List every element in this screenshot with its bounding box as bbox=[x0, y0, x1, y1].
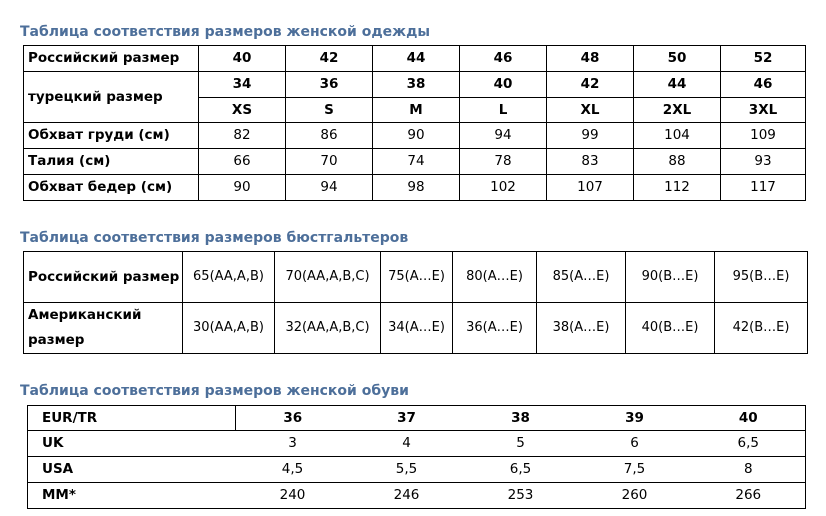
table-cell: 94 bbox=[460, 123, 547, 149]
table-cell: 44 bbox=[634, 72, 721, 98]
table-row bbox=[28, 483, 806, 509]
table-cell: 36 bbox=[286, 72, 373, 98]
table-cell: 90 bbox=[199, 175, 286, 201]
clothes-table-title: Таблица соответствия размеров женской одежды bbox=[20, 24, 431, 40]
table-cell: 46 bbox=[721, 72, 806, 98]
table-cell: 70(AA,A,B,C) bbox=[275, 252, 381, 303]
table-cell: 93 bbox=[721, 149, 806, 175]
table-cell: 112 bbox=[634, 175, 721, 201]
table-cell: 109 bbox=[721, 123, 806, 149]
row-label: USA bbox=[28, 457, 236, 483]
table-cell: 46 bbox=[460, 46, 547, 72]
table-cell: 7,5 bbox=[578, 457, 692, 483]
table-cell: 38 bbox=[464, 406, 578, 431]
table-cell: 86 bbox=[286, 123, 373, 149]
table-cell: 98 bbox=[373, 175, 460, 201]
table-cell: 94 bbox=[286, 175, 373, 201]
table-cell: 40(B…E) bbox=[626, 303, 715, 354]
table-cell: 74 bbox=[373, 149, 460, 175]
table-cell: XS bbox=[199, 98, 286, 123]
table-cell: 36(A…E) bbox=[453, 303, 537, 354]
row-label: UK bbox=[28, 431, 236, 457]
row-label: турецкий размер bbox=[24, 72, 199, 123]
bra-table-title: Таблица соответствия размеров бюстгальтеров bbox=[20, 230, 409, 246]
table-cell: 266 bbox=[692, 483, 806, 509]
table-row bbox=[24, 303, 808, 354]
table-cell: 37 bbox=[350, 406, 464, 431]
table-cell: 38(A…E) bbox=[537, 303, 626, 354]
table-cell: 50 bbox=[634, 46, 721, 72]
table-cell: 44 bbox=[373, 46, 460, 72]
table-cell: 2XL bbox=[634, 98, 721, 123]
table-cell: 6,5 bbox=[692, 431, 806, 457]
table-cell: 32(AA,A,B,C) bbox=[275, 303, 381, 354]
table-cell: 42 bbox=[286, 46, 373, 72]
table-cell: 107 bbox=[547, 175, 634, 201]
table-cell: 48 bbox=[547, 46, 634, 72]
table-cell: XL bbox=[547, 98, 634, 123]
row-label: MM* bbox=[28, 483, 236, 509]
table-cell: 85(A…E) bbox=[537, 252, 626, 303]
shoes-table-title: Таблица соответствия размеров женской обуви bbox=[20, 383, 409, 399]
row-label: Российский размер bbox=[24, 46, 199, 72]
table-cell: 70 bbox=[286, 149, 373, 175]
row-label: Американский размер bbox=[24, 303, 183, 354]
table-row bbox=[24, 175, 806, 201]
row-label: EUR/TR bbox=[28, 406, 236, 431]
table-row bbox=[24, 72, 806, 98]
clothes-size-table bbox=[23, 45, 806, 201]
table-cell: 102 bbox=[460, 175, 547, 201]
table-cell: 75(A…E) bbox=[381, 252, 453, 303]
table-cell: L bbox=[460, 98, 547, 123]
row-label: Талия (см) bbox=[24, 149, 199, 175]
table-cell: 52 bbox=[721, 46, 806, 72]
table-cell: 34 bbox=[199, 72, 286, 98]
table-cell: 260 bbox=[578, 483, 692, 509]
table-cell: 42(B…E) bbox=[715, 303, 808, 354]
table-cell: 40 bbox=[199, 46, 286, 72]
shoe-size-table bbox=[27, 405, 806, 509]
table-cell: 66 bbox=[199, 149, 286, 175]
table-cell: 6 bbox=[578, 431, 692, 457]
table-row bbox=[24, 46, 806, 72]
table-cell: 95(B…E) bbox=[715, 252, 808, 303]
table-cell: 39 bbox=[578, 406, 692, 431]
row-label: Обхват груди (см) bbox=[24, 123, 199, 149]
table-cell: 117 bbox=[721, 175, 806, 201]
table-cell: 3 bbox=[236, 431, 350, 457]
table-row bbox=[24, 123, 806, 149]
table-cell: 5 bbox=[464, 431, 578, 457]
table-cell: 4 bbox=[350, 431, 464, 457]
table-cell: 42 bbox=[547, 72, 634, 98]
table-cell: 65(AA,A,B) bbox=[183, 252, 275, 303]
table-cell: S bbox=[286, 98, 373, 123]
table-cell: 246 bbox=[350, 483, 464, 509]
table-row bbox=[28, 457, 806, 483]
table-row bbox=[24, 252, 808, 303]
row-label: Российский размер bbox=[24, 252, 183, 303]
table-row bbox=[28, 406, 806, 431]
table-cell: 36 bbox=[236, 406, 350, 431]
table-cell: 99 bbox=[547, 123, 634, 149]
table-cell: 88 bbox=[634, 149, 721, 175]
table-cell: 104 bbox=[634, 123, 721, 149]
table-cell: 6,5 bbox=[464, 457, 578, 483]
table-cell: 78 bbox=[460, 149, 547, 175]
table-cell: 8 bbox=[692, 457, 806, 483]
table-cell: M bbox=[373, 98, 460, 123]
table-cell: 90(B…E) bbox=[626, 252, 715, 303]
table-cell: 3XL bbox=[721, 98, 806, 123]
table-cell: 40 bbox=[460, 72, 547, 98]
table-cell: 30(AA,A,B) bbox=[183, 303, 275, 354]
row-label: Обхват бедер (см) bbox=[24, 175, 199, 201]
table-cell: 4,5 bbox=[236, 457, 350, 483]
table-row bbox=[24, 149, 806, 175]
table-cell: 38 bbox=[373, 72, 460, 98]
table-cell: 40 bbox=[692, 406, 806, 431]
table-cell: 240 bbox=[236, 483, 350, 509]
table-cell: 5,5 bbox=[350, 457, 464, 483]
table-cell: 80(A…E) bbox=[453, 252, 537, 303]
table-cell: 82 bbox=[199, 123, 286, 149]
bra-size-table bbox=[23, 251, 808, 354]
table-cell: 253 bbox=[464, 483, 578, 509]
table-cell: 90 bbox=[373, 123, 460, 149]
table-cell: 34(A…E) bbox=[381, 303, 453, 354]
table-cell: 83 bbox=[547, 149, 634, 175]
table-row bbox=[28, 431, 806, 457]
